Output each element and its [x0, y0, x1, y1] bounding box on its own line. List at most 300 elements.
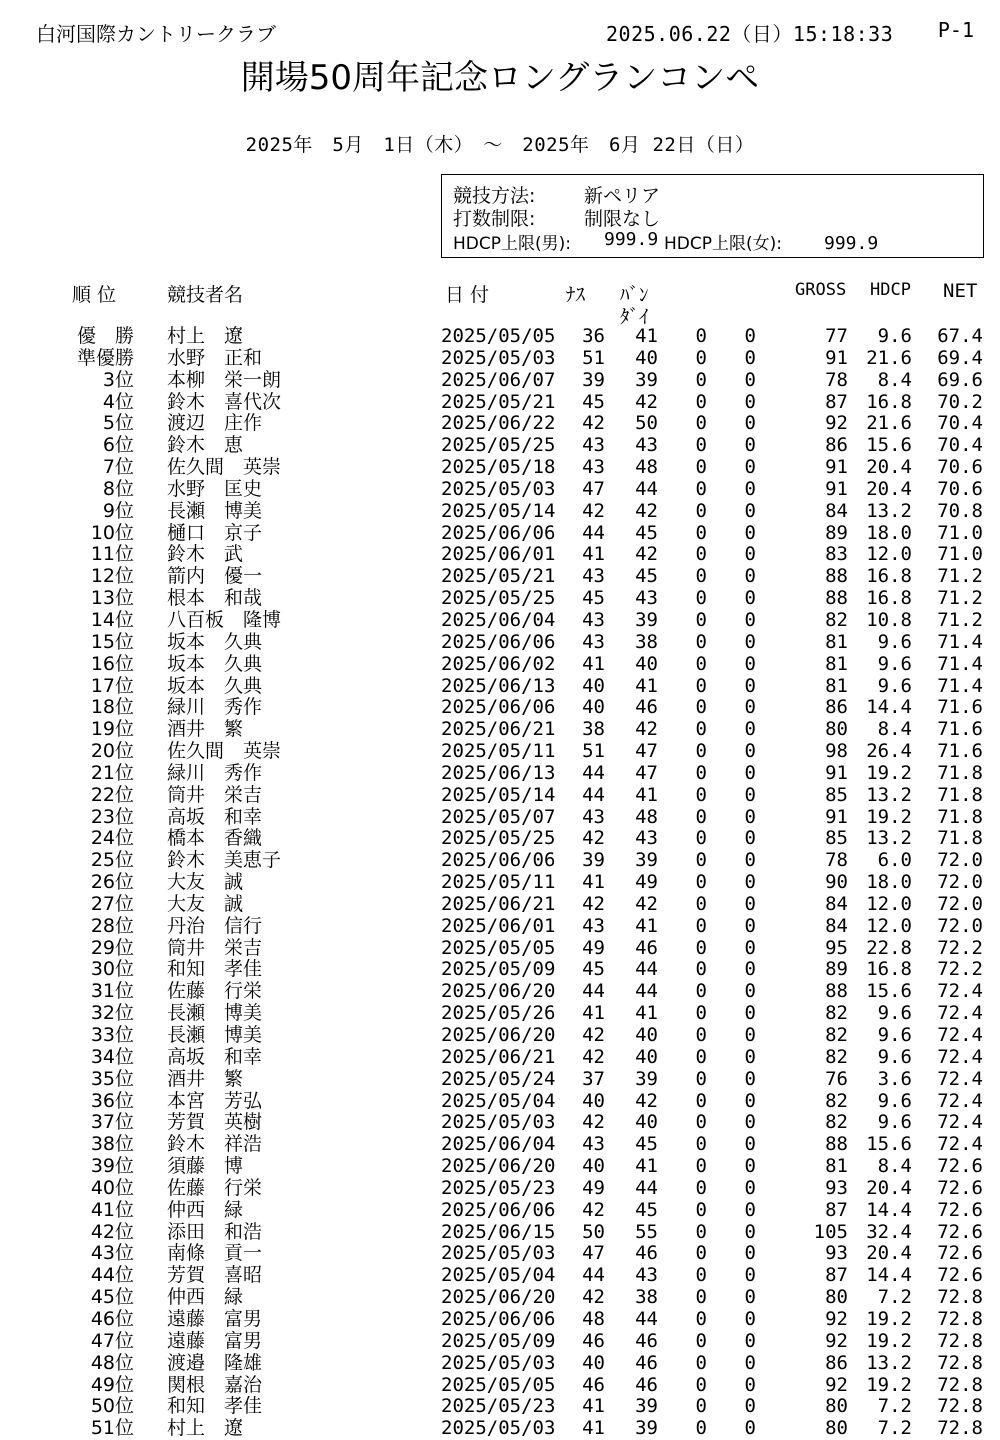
table-row — [0, 457, 1000, 479]
net-cell: 71.8 — [937, 783, 983, 806]
name-cell: 和知 孝佳 — [167, 1395, 263, 1418]
gross-cell: 89 — [825, 521, 848, 544]
date-cell: 2025/05/11 — [441, 740, 556, 763]
extra-cell-2: 0 — [744, 1067, 756, 1090]
in-score-cell: 48 — [635, 456, 658, 479]
name-cell: 丹治 信行 — [167, 914, 263, 937]
net-cell: 71.2 — [937, 587, 983, 610]
in-score-cell: 46 — [635, 1242, 658, 1265]
table-row — [0, 413, 1000, 435]
extra-cell-2: 0 — [744, 871, 756, 894]
name-cell: 仲西 緑 — [167, 1286, 244, 1309]
date-cell: 2025/05/23 — [441, 1395, 556, 1418]
table-row — [0, 807, 1000, 829]
gross-cell: 78 — [825, 368, 848, 391]
gross-cell: 87 — [825, 1198, 848, 1221]
extra-cell-1: 0 — [695, 1417, 707, 1440]
gross-cell: 93 — [825, 1176, 848, 1199]
rank-cell: 23位 — [90, 805, 134, 828]
date-cell: 2025/05/03 — [441, 1351, 556, 1374]
gross-cell: 88 — [825, 565, 848, 588]
rank-cell: 35位 — [90, 1067, 134, 1090]
table-row — [0, 1353, 1000, 1375]
table-row — [0, 763, 1000, 785]
date-cell: 2025/06/07 — [441, 368, 556, 391]
net-cell: 71.4 — [937, 674, 983, 697]
date-cell: 2025/05/26 — [441, 1002, 556, 1025]
extra-cell-2: 0 — [744, 805, 756, 828]
extra-cell-2: 0 — [744, 892, 756, 915]
gross-cell: 91 — [825, 456, 848, 479]
in-score-cell: 44 — [635, 958, 658, 981]
gross-cell: 84 — [825, 914, 848, 937]
hdcp-cell: 3.6 — [877, 1067, 912, 1090]
extra-cell-2: 0 — [744, 1089, 756, 1112]
col-name: 競技者名 — [167, 284, 244, 306]
gross-cell: 87 — [825, 1264, 848, 1287]
table-row — [0, 1069, 1000, 1091]
table-row — [0, 1200, 1000, 1222]
in-score-cell: 40 — [635, 1045, 658, 1068]
hdcp-female-value: 999.9 — [824, 233, 879, 254]
date-cell: 2025/05/09 — [441, 1329, 556, 1352]
gross-cell: 82 — [825, 1002, 848, 1025]
rank-cell: 5位 — [102, 412, 134, 435]
extra-cell-1: 0 — [695, 412, 707, 435]
extra-cell-2: 0 — [744, 1111, 756, 1134]
date-cell: 2025/05/21 — [441, 390, 556, 413]
date-cell: 2025/05/05 — [441, 1373, 556, 1396]
method-value: 新ペリア — [584, 185, 661, 207]
rank-cell: 33位 — [90, 1024, 134, 1046]
table-row — [0, 872, 1000, 894]
net-cell: 72.2 — [937, 958, 983, 981]
extra-cell-1: 0 — [695, 1155, 707, 1178]
in-score-cell: 41 — [635, 325, 658, 347]
out-score-cell: 51 — [582, 346, 605, 369]
extra-cell-1: 0 — [695, 674, 707, 697]
gross-cell: 87 — [825, 390, 848, 413]
gross-cell: 77 — [825, 325, 848, 347]
rank-cell: 46位 — [90, 1307, 134, 1330]
in-score-cell: 39 — [635, 368, 658, 391]
extra-cell-1: 0 — [695, 543, 707, 566]
in-score-cell: 43 — [635, 434, 658, 457]
net-cell: 71.4 — [937, 652, 983, 675]
hdcp-cell: 16.8 — [866, 565, 912, 588]
hdcp-male-value: 999.9 — [604, 229, 659, 250]
out-score-cell: 44 — [582, 761, 605, 784]
method-label: 競技方法: — [453, 185, 536, 207]
name-cell: 長瀬 博美 — [167, 1024, 263, 1046]
out-score-cell: 41 — [582, 652, 605, 675]
extra-cell-2: 0 — [744, 499, 756, 522]
hdcp-cell: 16.8 — [866, 390, 912, 413]
hdcp-cell: 10.8 — [866, 608, 912, 631]
table-row — [0, 938, 1000, 960]
rank-cell: 21位 — [90, 761, 134, 784]
hdcp-cell: 20.4 — [866, 477, 912, 500]
date-cell: 2025/05/03 — [441, 1111, 556, 1134]
gross-cell: 86 — [825, 434, 848, 457]
name-cell: 鈴木 祥浩 — [167, 1133, 263, 1156]
hdcp-cell: 12.0 — [866, 892, 912, 915]
rank-cell: 7位 — [102, 456, 134, 479]
extra-cell-1: 0 — [695, 827, 707, 850]
extra-cell-1: 0 — [695, 740, 707, 763]
out-score-cell: 42 — [582, 1286, 605, 1309]
rank-cell: 22位 — [90, 783, 134, 806]
name-cell: 佐久間 英崇 — [167, 740, 282, 763]
net-cell: 72.8 — [937, 1329, 983, 1352]
name-cell: 遠藤 富男 — [167, 1329, 263, 1352]
out-score-cell: 41 — [582, 543, 605, 566]
hdcp-cell: 12.0 — [866, 543, 912, 566]
date-cell: 2025/06/21 — [441, 718, 556, 741]
extra-cell-1: 0 — [695, 783, 707, 806]
name-cell: 佐久間 英崇 — [167, 456, 282, 479]
rank-cell: 48位 — [90, 1351, 134, 1374]
net-cell: 72.4 — [937, 1089, 983, 1112]
net-cell: 72.4 — [937, 1024, 983, 1046]
net-cell: 70.6 — [937, 456, 983, 479]
rank-cell: 50位 — [90, 1395, 134, 1418]
in-score-cell: 39 — [635, 849, 658, 872]
rank-cell: 18位 — [90, 696, 134, 719]
gross-cell: 84 — [825, 892, 848, 915]
gross-cell: 82 — [825, 1111, 848, 1134]
gross-cell: 89 — [825, 958, 848, 981]
name-cell: 渡邉 隆雄 — [167, 1351, 263, 1374]
date-cell: 2025/06/13 — [441, 761, 556, 784]
rank-cell: 17位 — [90, 674, 134, 697]
in-score-cell: 40 — [635, 652, 658, 675]
hdcp-cell: 9.6 — [877, 652, 912, 675]
hdcp-cell: 9.6 — [877, 1089, 912, 1112]
date-cell: 2025/06/20 — [441, 1024, 556, 1046]
extra-cell-1: 0 — [695, 980, 707, 1003]
out-score-cell: 42 — [582, 892, 605, 915]
extra-cell-2: 0 — [744, 1351, 756, 1374]
date-cell: 2025/06/01 — [441, 543, 556, 566]
out-score-cell: 40 — [582, 674, 605, 697]
table-row — [0, 1156, 1000, 1178]
extra-cell-2: 0 — [744, 849, 756, 872]
name-cell: 大友 誠 — [167, 892, 244, 915]
name-cell: 佐藤 行栄 — [167, 980, 263, 1003]
net-cell: 70.4 — [937, 412, 983, 435]
table-row — [0, 741, 1000, 763]
date-cell: 2025/05/23 — [441, 1176, 556, 1199]
extra-cell-1: 0 — [695, 1111, 707, 1134]
in-score-cell: 40 — [635, 346, 658, 369]
extra-cell-1: 0 — [695, 871, 707, 894]
name-cell: 坂本 久典 — [167, 630, 263, 653]
hdcp-cell: 20.4 — [866, 1176, 912, 1199]
in-score-cell: 44 — [635, 980, 658, 1003]
hdcp-cell: 19.2 — [866, 1329, 912, 1352]
net-cell: 70.2 — [937, 390, 983, 413]
in-score-cell: 55 — [635, 1220, 658, 1243]
extra-cell-2: 0 — [744, 980, 756, 1003]
extra-cell-1: 0 — [695, 587, 707, 610]
date-cell: 2025/05/05 — [441, 325, 556, 347]
date-cell: 2025/06/04 — [441, 608, 556, 631]
name-cell: 八百板 隆博 — [167, 608, 282, 631]
hdcp-cell: 7.2 — [877, 1395, 912, 1418]
extra-cell-1: 0 — [695, 718, 707, 741]
net-cell: 72.0 — [937, 871, 983, 894]
extra-cell-2: 0 — [744, 1242, 756, 1265]
name-cell: 村上 遼 — [167, 325, 244, 347]
table-row — [0, 523, 1000, 545]
table-row — [0, 479, 1000, 501]
extra-cell-1: 0 — [695, 1373, 707, 1396]
hdcp-cell: 14.4 — [866, 1198, 912, 1221]
extra-cell-2: 0 — [744, 346, 756, 369]
in-score-cell: 42 — [635, 390, 658, 413]
rank-cell: 3位 — [102, 368, 134, 391]
name-cell: 鈴木 喜代次 — [167, 390, 282, 413]
out-score-cell: 39 — [582, 368, 605, 391]
net-cell: 69.6 — [937, 368, 983, 391]
extra-cell-1: 0 — [695, 1351, 707, 1374]
in-score-cell: 39 — [635, 1395, 658, 1418]
date-cell: 2025/05/18 — [441, 456, 556, 479]
hdcp-cell: 13.2 — [866, 499, 912, 522]
extra-cell-2: 0 — [744, 521, 756, 544]
in-score-cell: 41 — [635, 1155, 658, 1178]
extra-cell-2: 0 — [744, 1024, 756, 1046]
out-score-cell: 42 — [582, 1045, 605, 1068]
net-cell: 71.0 — [937, 543, 983, 566]
out-score-cell: 42 — [582, 1024, 605, 1046]
out-score-cell: 45 — [582, 958, 605, 981]
name-cell: 遠藤 富男 — [167, 1307, 263, 1330]
hdcp-cell: 14.4 — [866, 1264, 912, 1287]
in-score-cell: 47 — [635, 761, 658, 784]
extra-cell-2: 0 — [744, 1373, 756, 1396]
hdcp-cell: 9.6 — [877, 1111, 912, 1134]
rank-cell: 47位 — [90, 1329, 134, 1352]
rank-cell: 優 勝 — [76, 325, 134, 347]
rank-cell: 40位 — [90, 1176, 134, 1199]
name-cell: 筒井 栄吉 — [167, 783, 263, 806]
date-cell: 2025/05/07 — [441, 805, 556, 828]
extra-cell-1: 0 — [695, 761, 707, 784]
gross-cell: 90 — [825, 871, 848, 894]
out-score-cell: 46 — [582, 1329, 605, 1352]
out-score-cell: 40 — [582, 696, 605, 719]
net-cell: 71.6 — [937, 740, 983, 763]
out-score-cell: 47 — [582, 1242, 605, 1265]
gross-cell: 92 — [825, 412, 848, 435]
rank-cell: 13位 — [90, 587, 134, 610]
net-cell: 72.2 — [937, 936, 983, 959]
rank-cell: 49位 — [90, 1373, 134, 1396]
rank-cell: 26位 — [90, 871, 134, 894]
extra-cell-2: 0 — [744, 1133, 756, 1156]
rank-cell: 9位 — [102, 499, 134, 522]
extra-cell-2: 0 — [744, 761, 756, 784]
extra-cell-1: 0 — [695, 477, 707, 500]
name-cell: 和知 孝佳 — [167, 958, 263, 981]
net-cell: 72.6 — [937, 1198, 983, 1221]
name-cell: 仲西 緑 — [167, 1198, 244, 1221]
gross-cell: 92 — [825, 1329, 848, 1352]
table-row — [0, 1243, 1000, 1265]
rank-cell: 45位 — [90, 1286, 134, 1309]
extra-cell-1: 0 — [695, 652, 707, 675]
in-score-cell: 44 — [635, 1307, 658, 1330]
extra-cell-2: 0 — [744, 1307, 756, 1330]
out-score-cell: 46 — [582, 1373, 605, 1396]
table-row — [0, 850, 1000, 872]
rank-cell: 11位 — [90, 543, 134, 566]
extra-cell-1: 0 — [695, 456, 707, 479]
gross-cell: 88 — [825, 587, 848, 610]
page-number: P-1 — [937, 18, 974, 42]
hdcp-cell: 16.8 — [866, 587, 912, 610]
name-cell: 大友 誠 — [167, 871, 244, 894]
hdcp-cell: 21.6 — [866, 412, 912, 435]
table-row — [0, 1047, 1000, 1069]
in-score-cell: 40 — [635, 1024, 658, 1046]
extra-cell-2: 0 — [744, 1329, 756, 1352]
net-cell: 71.2 — [937, 608, 983, 631]
extra-cell-2: 0 — [744, 1220, 756, 1243]
out-score-cell: 42 — [582, 499, 605, 522]
net-cell: 71.8 — [937, 827, 983, 850]
in-score-cell: 49 — [635, 871, 658, 894]
in-score-cell: 47 — [635, 740, 658, 763]
hdcp-cell: 14.4 — [866, 696, 912, 719]
hdcp-cell: 7.2 — [877, 1417, 912, 1440]
date-cell: 2025/06/15 — [441, 1220, 556, 1243]
extra-cell-1: 0 — [695, 1242, 707, 1265]
net-cell: 72.6 — [937, 1220, 983, 1243]
out-score-cell: 42 — [582, 827, 605, 850]
hdcp-cell: 9.6 — [877, 1002, 912, 1025]
name-cell: 村上 遼 — [167, 1417, 244, 1440]
gross-cell: 82 — [825, 1024, 848, 1046]
rank-cell: 31位 — [90, 980, 134, 1003]
extra-cell-1: 0 — [695, 1329, 707, 1352]
competition-period: 2025年 5月 1日（木） ～ 2025年 6月 22日（日） — [245, 134, 755, 156]
table-row — [0, 1025, 1000, 1047]
extra-cell-2: 0 — [744, 325, 756, 347]
table-row — [0, 632, 1000, 654]
gross-cell: 92 — [825, 1373, 848, 1396]
in-score-cell: 45 — [635, 521, 658, 544]
date-cell: 2025/05/04 — [441, 1089, 556, 1112]
name-cell: 箭内 優一 — [167, 565, 263, 588]
hdcp-cell: 19.2 — [866, 1307, 912, 1330]
in-score-cell: 44 — [635, 477, 658, 500]
extra-cell-1: 0 — [695, 1002, 707, 1025]
out-score-cell: 43 — [582, 565, 605, 588]
extra-cell-2: 0 — [744, 1176, 756, 1199]
date-cell: 2025/06/06 — [441, 521, 556, 544]
col-hdcp: HDCP — [870, 280, 911, 300]
net-cell: 72.4 — [937, 1111, 983, 1134]
table-row — [0, 566, 1000, 588]
date-cell: 2025/06/21 — [441, 892, 556, 915]
hdcp-cell: 18.0 — [866, 871, 912, 894]
hdcp-cell: 20.4 — [866, 456, 912, 479]
table-row — [0, 326, 1000, 348]
hdcp-cell: 15.6 — [866, 980, 912, 1003]
rank-cell: 19位 — [90, 718, 134, 741]
print-datetime: 2025.06.22（日）15:18:33 — [606, 22, 894, 46]
in-score-cell: 41 — [635, 1002, 658, 1025]
extra-cell-1: 0 — [695, 1089, 707, 1112]
table-row — [0, 1309, 1000, 1331]
extra-cell-1: 0 — [695, 936, 707, 959]
extra-cell-2: 0 — [744, 1264, 756, 1287]
extra-cell-2: 0 — [744, 630, 756, 653]
gross-cell: 83 — [825, 543, 848, 566]
extra-cell-1: 0 — [695, 1264, 707, 1287]
gross-cell: 81 — [825, 630, 848, 653]
extra-cell-1: 0 — [695, 521, 707, 544]
date-cell: 2025/06/02 — [441, 652, 556, 675]
col-net: NET — [943, 280, 978, 302]
net-cell: 72.8 — [937, 1395, 983, 1418]
hdcp-cell: 8.4 — [877, 368, 912, 391]
net-cell: 72.8 — [937, 1373, 983, 1396]
col-in-line2: ﾀﾞｲ — [620, 306, 649, 328]
col-gross: GROSS — [795, 280, 847, 300]
gross-cell: 81 — [825, 1155, 848, 1178]
in-score-cell: 40 — [635, 1111, 658, 1134]
extra-cell-1: 0 — [695, 696, 707, 719]
rank-cell: 8位 — [102, 477, 134, 500]
date-cell: 2025/06/13 — [441, 674, 556, 697]
extra-cell-2: 0 — [744, 390, 756, 413]
extra-cell-1: 0 — [695, 892, 707, 915]
gross-cell: 81 — [825, 674, 848, 697]
gross-cell: 91 — [825, 805, 848, 828]
in-score-cell: 46 — [635, 696, 658, 719]
net-cell: 72.8 — [937, 1286, 983, 1309]
table-row — [0, 1265, 1000, 1287]
hdcp-cell: 12.0 — [866, 914, 912, 937]
in-score-cell: 43 — [635, 1264, 658, 1287]
extra-cell-1: 0 — [695, 499, 707, 522]
name-cell: 鈴木 武 — [167, 543, 244, 566]
name-cell: 本柳 栄一朗 — [167, 368, 282, 391]
name-cell: 長瀬 博美 — [167, 499, 263, 522]
table-row — [0, 1112, 1000, 1134]
name-cell: 須藤 博 — [167, 1155, 244, 1178]
extra-cell-1: 0 — [695, 1395, 707, 1418]
out-score-cell: 41 — [582, 1002, 605, 1025]
name-cell: 緑川 秀作 — [167, 696, 263, 719]
in-score-cell: 43 — [635, 827, 658, 850]
net-cell: 72.0 — [937, 892, 983, 915]
extra-cell-1: 0 — [695, 434, 707, 457]
name-cell: 坂本 久典 — [167, 652, 263, 675]
extra-cell-2: 0 — [744, 652, 756, 675]
name-cell: 長瀬 博美 — [167, 1002, 263, 1025]
name-cell: 筒井 栄吉 — [167, 936, 263, 959]
date-cell: 2025/05/05 — [441, 936, 556, 959]
gross-cell: 80 — [825, 718, 848, 741]
name-cell: 鈴木 恵 — [167, 434, 244, 457]
net-cell: 71.8 — [937, 761, 983, 784]
rank-cell: 43位 — [90, 1242, 134, 1265]
